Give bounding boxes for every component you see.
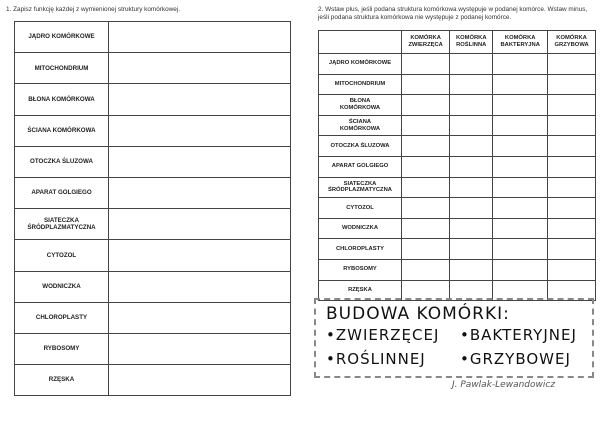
structure-label: WODNICZKA [15,271,109,302]
function-answer-cell[interactable] [109,209,291,240]
answer-cell[interactable] [402,115,450,136]
answer-cell[interactable] [402,54,450,75]
function-answer-cell[interactable] [109,271,291,302]
answer-cell[interactable] [402,218,450,239]
task2-instruction: 2. Wstaw plus, jeśli podana struktura komórkowa występuje w podanej komórce. Wstaw minus, jeśli podana struktura komórkowa nie występuje z podanej komórce. [318,6,588,22]
structure-label: SIATECZKA ŚRÓDPLAZMATYCZNA [15,209,109,240]
structure-label: CHLOROPLASTY [15,302,109,333]
table-row [15,271,291,302]
structure-label: OTOCZKA ŚLUZOWA [319,136,402,157]
function-answer-cell[interactable] [109,53,291,84]
author-signature: J. Pawlak-Lewandowicz [452,380,556,390]
table-row [319,239,596,260]
structure-label: APARAT GOLGIEGO [319,156,402,177]
answer-cell[interactable] [493,136,548,157]
table-row [319,74,596,95]
answer-cell[interactable] [493,259,548,280]
table-row [319,136,596,157]
answer-cell[interactable] [493,54,548,75]
answer-cell[interactable] [450,115,493,136]
task1-instruction: 1. Zapisz funkcję każdej z wymienionej struktury komórkowej. [6,6,181,13]
answer-cell[interactable] [493,218,548,239]
structure-label: ŚCIANA KOMÓRKOWA [15,115,109,146]
table-row [15,333,291,364]
answer-cell[interactable] [450,95,493,116]
answer-cell[interactable] [402,95,450,116]
answer-cell[interactable] [548,115,596,136]
table-row [319,95,596,116]
table-row [319,177,596,198]
answer-cell[interactable] [450,136,493,157]
answer-cell[interactable] [548,177,596,198]
poster-item-fungal: •GRZYBOWEJ [460,350,571,368]
answer-cell[interactable] [548,54,596,75]
answer-cell[interactable] [548,136,596,157]
table-row [319,198,596,219]
answer-cell[interactable] [450,177,493,198]
answer-cell[interactable] [402,198,450,219]
table-row [15,146,291,177]
structure-label: CYTOZOL [319,198,402,219]
task1-table [14,21,291,396]
structure-label: BŁONA KOMÓRKOWA [15,84,109,115]
column-header-fungal: KOMÓRKA GRZYBOWA [548,31,596,54]
table-row [15,84,291,115]
answer-cell[interactable] [493,239,548,260]
corner-cell [319,31,402,54]
table-row [15,177,291,208]
table-row [319,115,596,136]
answer-cell[interactable] [450,74,493,95]
structure-label: OTOCZKA ŚLUZOWA [15,146,109,177]
structure-label: SIATECZKA ŚRÓDPLAZMATYCZNA [319,177,402,198]
structure-label: APARAT GOLGIEGO [15,177,109,208]
answer-cell[interactable] [548,218,596,239]
structure-label: ŚCIANA KOMÓRKOWA [319,115,402,136]
answer-cell[interactable] [450,218,493,239]
structure-label: JĄDRO KOMÓRKOWE [319,54,402,75]
column-header-plant: KOMÓRKA ROŚLINNA [450,31,493,54]
function-answer-cell[interactable] [109,365,291,396]
answer-cell[interactable] [402,177,450,198]
poster-title: BUDOWA KOMÓRKI: [326,304,510,324]
poster-item-bacterial: •BAKTERYJNEJ [460,326,577,344]
structure-label: JĄDRO KOMÓRKOWE [15,22,109,53]
answer-cell[interactable] [450,54,493,75]
function-answer-cell[interactable] [109,146,291,177]
structure-label: CHLOROPLASTY [319,239,402,260]
structure-label: MITOCHONDRIUM [319,74,402,95]
answer-cell[interactable] [493,74,548,95]
structure-label: MITOCHONDRIUM [15,53,109,84]
answer-cell[interactable] [402,74,450,95]
table-row [15,240,291,271]
column-header-bacterial: KOMÓRKA BAKTERYJNA [493,31,548,54]
function-answer-cell[interactable] [109,22,291,53]
answer-cell[interactable] [402,259,450,280]
table-row [319,259,596,280]
structure-label: RYBOSOMY [319,259,402,280]
table-row [15,302,291,333]
answer-cell[interactable] [450,156,493,177]
poster-item-animal: •ZWIERZĘCEJ [326,326,440,344]
answer-cell[interactable] [493,198,548,219]
structure-label: BŁONA KOMÓRKOWA [319,95,402,116]
table-row [15,53,291,84]
answer-cell[interactable] [450,259,493,280]
answer-cell[interactable] [548,95,596,116]
structure-label: RZĘSKA [319,280,402,301]
title-poster [314,298,594,378]
function-answer-cell[interactable] [109,177,291,208]
answer-cell[interactable] [548,156,596,177]
table-row [15,22,291,53]
table-row [319,156,596,177]
answer-cell[interactable] [548,74,596,95]
table-row [15,115,291,146]
poster-item-plant: •ROŚLINNEJ [326,350,426,368]
function-answer-cell[interactable] [109,115,291,146]
answer-cell[interactable] [493,177,548,198]
table-header-row [319,31,596,54]
answer-cell[interactable] [548,259,596,280]
answer-cell[interactable] [493,156,548,177]
function-answer-cell[interactable] [109,302,291,333]
task2-table [318,30,596,301]
structure-label: CYTOZOL [15,240,109,271]
function-answer-cell[interactable] [109,333,291,364]
function-answer-cell[interactable] [109,240,291,271]
answer-cell[interactable] [402,239,450,260]
answer-cell[interactable] [493,95,548,116]
answer-cell[interactable] [402,136,450,157]
answer-cell[interactable] [493,115,548,136]
answer-cell[interactable] [402,156,450,177]
answer-cell[interactable] [450,239,493,260]
structure-label: RYBOSOMY [15,333,109,364]
column-header-animal: KOMÓRKA ZWIERZĘCA [402,31,450,54]
answer-cell[interactable] [450,198,493,219]
answer-cell[interactable] [548,239,596,260]
structure-label: RZĘSKA [15,365,109,396]
table-row [15,209,291,240]
table-row [319,54,596,75]
table-row [319,218,596,239]
function-answer-cell[interactable] [109,84,291,115]
answer-cell[interactable] [548,198,596,219]
table-row [15,365,291,396]
structure-label: WODNICZKA [319,218,402,239]
